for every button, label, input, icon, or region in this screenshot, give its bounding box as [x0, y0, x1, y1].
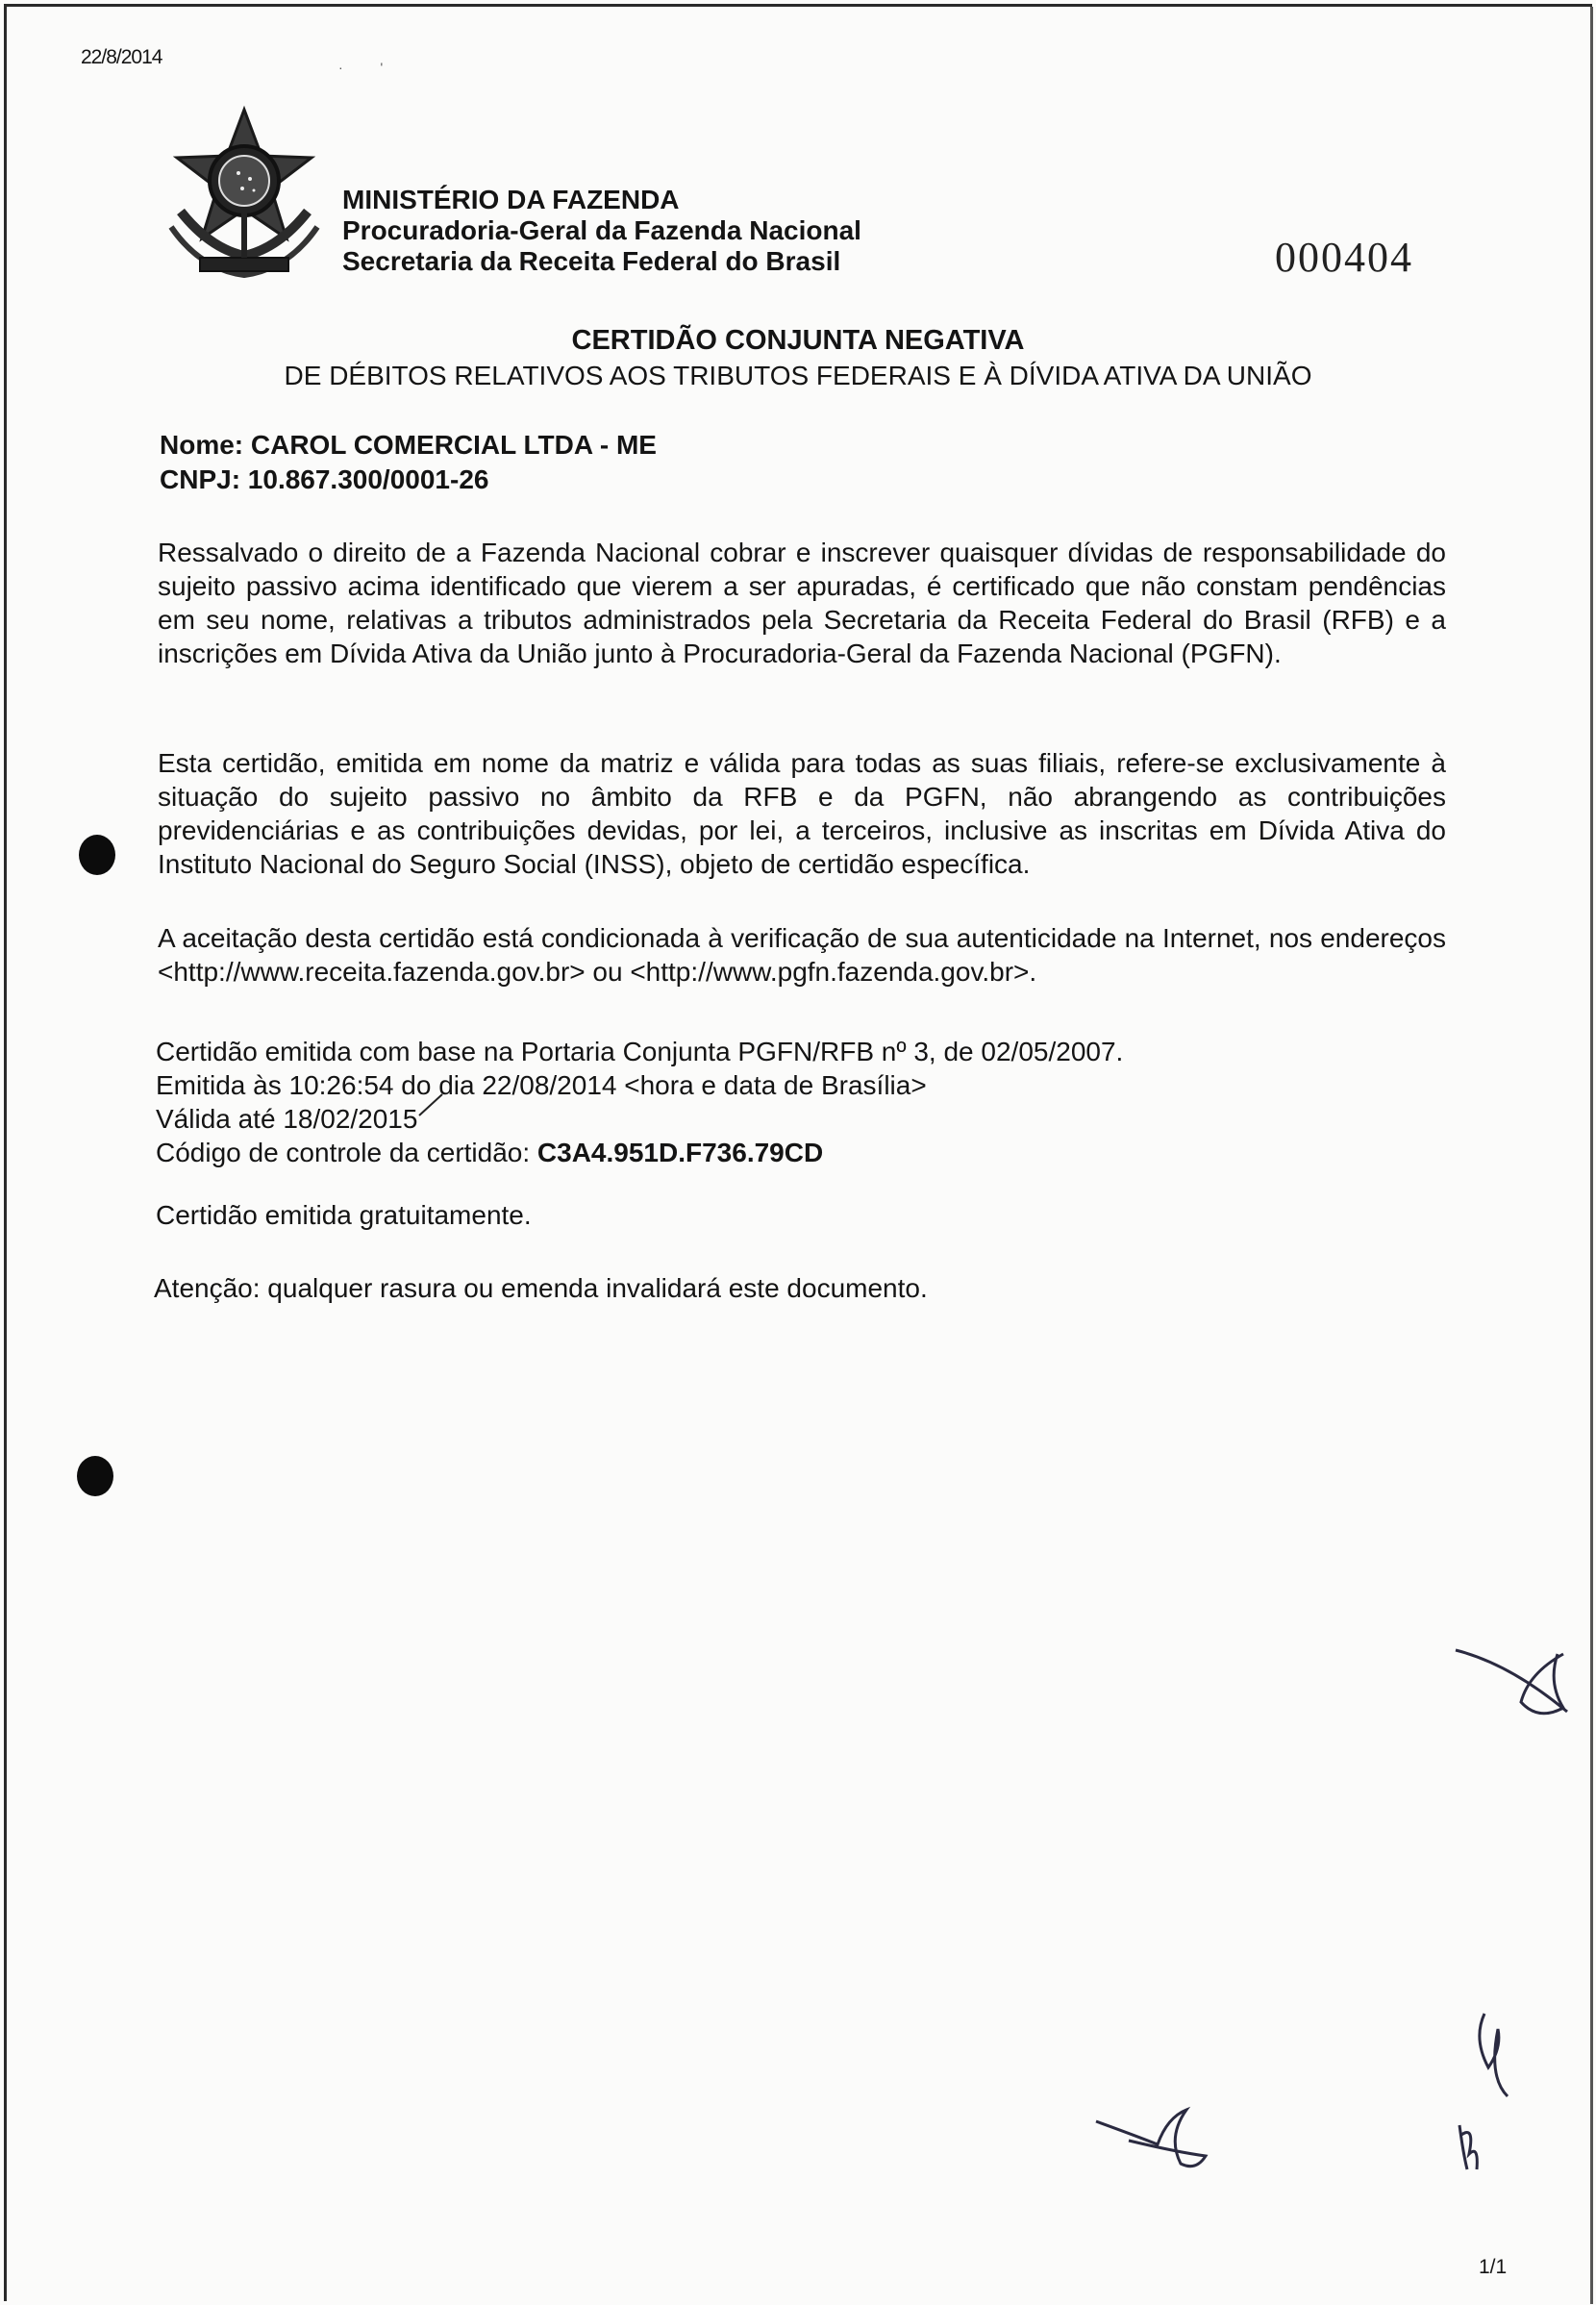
- taxpayer-block: [160, 428, 657, 497]
- paragraph-scope: Esta certidão, emitida em nome da matriz e válida para todas as suas filiais, refere-se exclusivamente à situação do sujeito passivo no âmbito da RFB e da PGFN, não abrangendo as contribuições previdenciárias e as contribuições devidas, por lei, a terceiros, inclusive as inscritas em Dívida Ativa do Instituto Nacional do Seguro Social (INSS), objeto de certidão específica.: [158, 748, 1446, 879]
- page-stamp-number: 000404: [1275, 234, 1413, 281]
- certificate-subtitle: DE DÉBITOS RELATIVOS AOS TRIBUTOS FEDERAIS E À DÍVIDA ATIVA DA UNIÃO: [284, 361, 1312, 390]
- scan-specks: · ': [338, 60, 384, 75]
- free-issue-note: Certidão emitida gratuitamente.: [156, 1200, 532, 1230]
- issuer-header: [342, 185, 861, 277]
- paragraph-certification: Ressalvado o direito de a Fazenda Nacional cobrar e inscrever quaisquer dívidas de responsabilidade do sujeito passivo acima identificado que vierem a ser apuradas, é certificado que não constam pendências em seu nome, relativas a tributos administrados pela Secretaria da Receita Federal do Brasil (RFB) e a inscrições em Dívida Ativa da União junto à Procuradoria-Geral da Fazenda Nacional (PGFN).: [158, 538, 1446, 668]
- punch-hole: [77, 1456, 113, 1496]
- rfb-name: Secretaria da Receita Federal do Brasil: [342, 246, 841, 276]
- handwritten-initial-mark: [1452, 1635, 1577, 1721]
- taxpayer-cnpj: CNPJ: 10.867.300/0001-26: [160, 464, 489, 494]
- control-code-label: Código de controle da certidão:: [156, 1138, 537, 1167]
- print-date: 22/8/2014: [81, 46, 162, 68]
- validity-date: Válida até 18/02/2015: [156, 1104, 418, 1134]
- paragraph-authenticity: A aceitação desta certidão está condicionada à verificação de sua autenticidade na Internet, nos endereços <http://www.receita.fazenda.gov.br> ou <http://www.pgfn.fazenda.gov.br>.: [158, 923, 1446, 987]
- erasure-warning: Atenção: qualquer rasura ou emenda invalidará este documento.: [154, 1273, 928, 1303]
- legal-basis: Certidão emitida com base na Portaria Conjunta PGFN/RFB nº 3, de 02/05/2007.: [156, 1037, 1124, 1066]
- coat-of-arms-emblem: [162, 104, 327, 287]
- pgfn-name: Procuradoria-Geral da Fazenda Nacional: [342, 215, 861, 245]
- issue-datetime: Emitida às 10:26:54 do dia 22/08/2014 <hora e data de Brasília>: [156, 1070, 927, 1100]
- certificate-details: [156, 1035, 1123, 1169]
- certificate-title: CERTIDÃO CONJUNTA NEGATIVA: [571, 325, 1025, 356]
- punch-hole: [79, 835, 115, 875]
- control-code: C3A4.951D.F736.79CD: [536, 1138, 824, 1167]
- handwritten-signature-mark: [1090, 2098, 1215, 2175]
- handwritten-rubric-mark: [1450, 2010, 1517, 2173]
- validity-tick-mark: [417, 1090, 446, 1119]
- control-code-line: [156, 1136, 1123, 1169]
- ministry-name: MINISTÉRIO DA FAZENDA: [342, 185, 680, 214]
- page-number: 1/1: [1479, 2256, 1508, 2278]
- taxpayer-name: Nome: CAROL COMERCIAL LTDA - ME: [160, 430, 657, 460]
